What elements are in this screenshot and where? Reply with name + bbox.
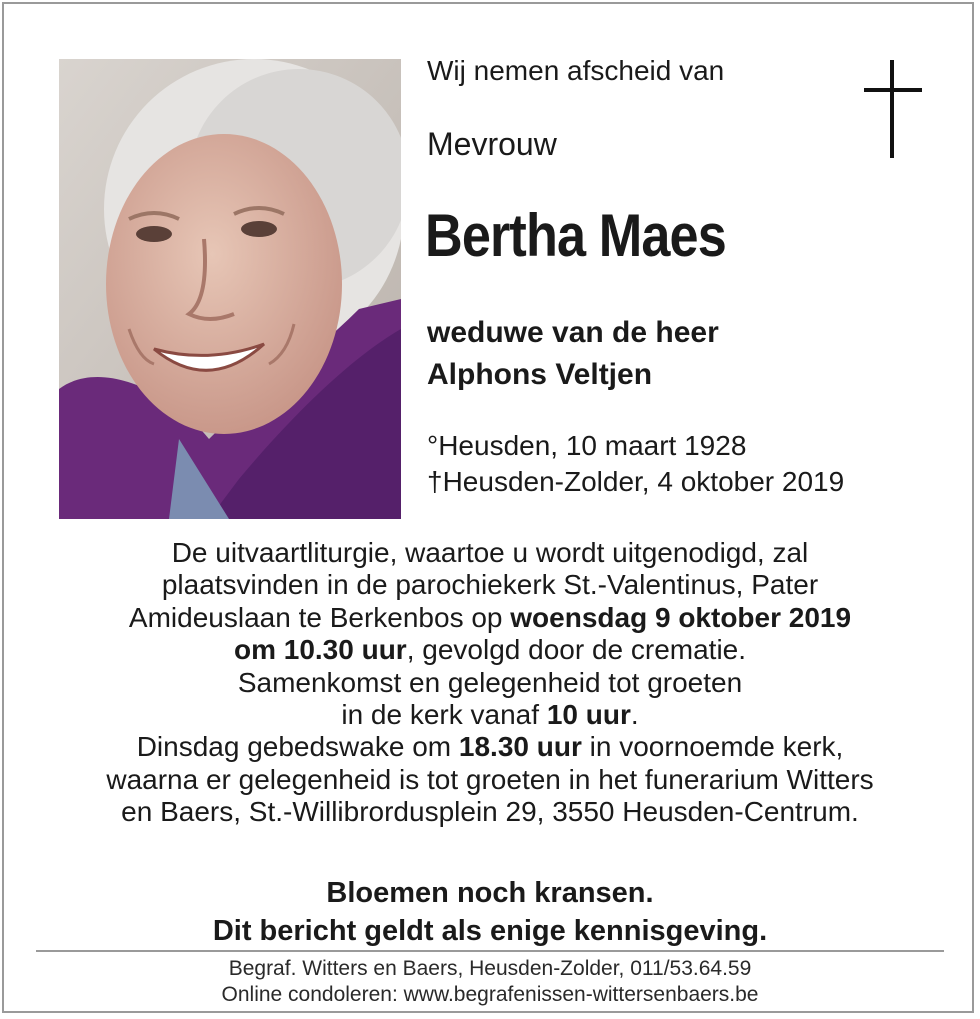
footer-divider: [36, 950, 944, 952]
ceremony-location-end: Amideuslaan te Berkenbos op: [128, 601, 511, 633]
ceremony-time: om 10.30 uur: [233, 634, 407, 666]
death-date-line: [427, 464, 844, 500]
closing-line-2: Dit bericht geldt als enige kennisgeving.: [212, 915, 768, 947]
condolence-link[interactable]: Online condoleren: www.begrafenissen-wittersenbaers.be: [221, 983, 759, 1006]
ceremony-text: [40, 537, 940, 829]
birth-date: °Heusden, 10 maart 1928: [427, 430, 747, 461]
ceremony-line-8: waarna er gelegenheid is tot groeten in het funerarium Witters: [106, 763, 874, 795]
cross-icon: [862, 60, 924, 160]
ceremony-line-3: [40, 602, 940, 634]
spouse-line-2: Alphons Veltjen: [427, 358, 653, 391]
portrait-photo: [59, 59, 401, 519]
gathering-period: .: [630, 699, 639, 731]
dates-block: [427, 428, 844, 500]
deceased-name: Bertha Maes: [425, 202, 726, 269]
death-date: Heusden-Zolder, 4 oktober 2019: [442, 466, 845, 497]
closing-text: [40, 874, 940, 950]
cremation-note: , gevolgd door de crematie.: [406, 634, 747, 666]
ceremony-line-1: De uitvaartliturgie, waartoe u wordt uitgenodigd, zal: [171, 537, 809, 568]
ceremony-line-6: [40, 699, 940, 731]
title-text: Mevrouw: [427, 126, 557, 162]
funeral-home-line: Begraf. Witters en Baers, Heusden-Zolder, 011/53.64.59: [228, 957, 752, 980]
vigil-time: 18.30 uur: [458, 731, 582, 763]
spouse-line-1: weduwe van de heer: [427, 316, 719, 349]
gathering-text: in de kerk vanaf: [341, 699, 547, 731]
vigil-location: in voornoemde kerk,: [581, 731, 844, 763]
footer: [40, 956, 940, 1008]
death-symbol: †: [427, 466, 443, 497]
ceremony-line-4: [40, 634, 940, 666]
intro-text: Wij nemen afscheid van: [427, 55, 725, 86]
closing-line-1: Bloemen noch kransen.: [326, 877, 654, 909]
gathering-time: 10 uur: [546, 699, 631, 731]
ceremony-line-7: [40, 731, 940, 763]
ceremony-line-5: Samenkomst en gelegenheid tot groeten: [237, 666, 743, 698]
ceremony-date: woensdag 9 oktober 2019: [510, 601, 852, 633]
vigil-text: Dinsdag gebedswake om: [136, 731, 459, 763]
ceremony-line-2: plaatsvinden in de parochiekerk St.-Valentinus, Pater: [161, 569, 819, 601]
ceremony-line-9: en Baers, St.-Willibrordusplein 29, 3550 Heusden-Centrum.: [121, 796, 859, 828]
spouse-block: [427, 312, 719, 396]
